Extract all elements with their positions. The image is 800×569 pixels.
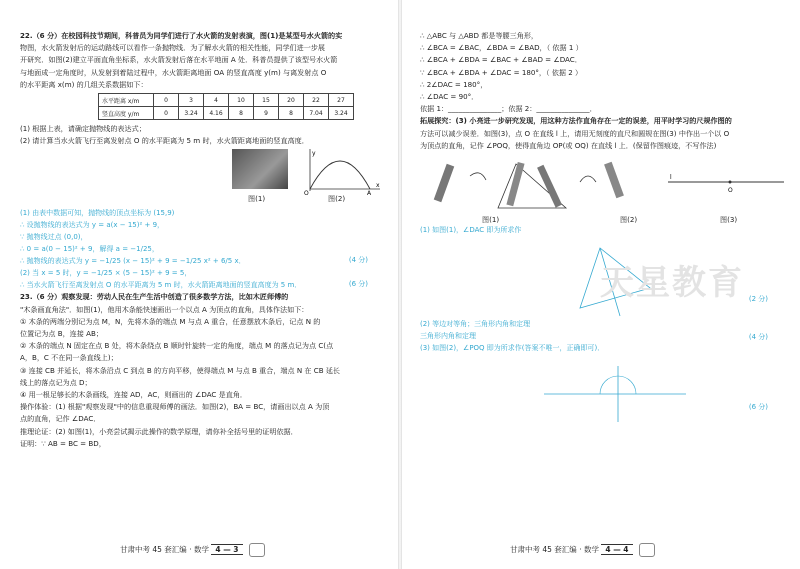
score: (6 分) — [348, 280, 368, 289]
score: (4 分) — [748, 333, 768, 342]
page-footer: 甘肃中考 45 套汇编 · 数学 4 — 4 — [510, 543, 655, 557]
q22-line: 物图，水火箭发射后的运动路线可以看作一条抛物线．为了解水火箭的相关性能，同学们进一步展 — [20, 43, 326, 53]
q23-figures — [420, 152, 786, 224]
q22-line: 开研究．如图(2)建立平面直角坐标系，水火箭发射后落在水平地面 A 处．科普员提供了该型号水火箭 — [20, 55, 338, 65]
page-number: 4 — 3 — [211, 544, 242, 555]
answer-line: ∴ 抛物线的表达式为 y = −1/25 (x − 15)² + 9 = −1/25 x² + 6/5 x． — [20, 257, 246, 266]
fig2-caption: 图(2) — [620, 215, 638, 225]
score: (2 分) — [748, 295, 768, 304]
watermark: 天星教育 — [600, 263, 744, 303]
q23-line: 操作体验：(1) 根据"观察发现"中的信息重现师傅的画法．如图(2)，BA = BC，请画出以点 A 为顶 — [20, 402, 330, 412]
answer-line: (1) 如图(1)，∠DAC 即为所求作 — [420, 226, 522, 235]
q23-line: 证明：∵ AB = BC = BD， — [20, 438, 106, 448]
q23-line: 线上的落点记为点 D； — [20, 377, 92, 387]
q23-line: A，B，C 不在同一条直线上)； — [20, 353, 118, 363]
woodstrip-figure — [420, 156, 650, 216]
q22-sub2: (2) 请计算当水火箭飞行至离发射点 O 的水平距离为 5 m 时，水火箭距离地面的竖直高度． — [20, 136, 309, 146]
fig2-caption: 图(2) — [328, 194, 346, 204]
answer-line: (1) 由表中数据可知，抛物线的顶点坐标为 (15,9) — [20, 209, 175, 218]
answer-line: ∴ 0 = a(0 − 15)² + 9，解得 a = −1/25， — [20, 245, 159, 254]
q23-line: 位置记为点 B，连接 AB； — [20, 329, 103, 339]
q22-head: 22.（6 分）在校园科技节期间，科普员为同学们进行了水火箭的发射表演，图(1)是某型号水火箭的实 — [20, 31, 343, 40]
q23-line: ① 木条的两端分别记为点 M，N，先将木条的端点 M 与点 A 重合，任意摆放木条后，记点 N 的 — [20, 316, 321, 326]
page-footer: 甘肃中考 45 套汇编 · 数学 4 — 3 — [120, 543, 265, 557]
axis-x-label: x — [376, 182, 380, 190]
parabola-figure — [302, 147, 382, 195]
score: (6 分) — [748, 403, 768, 412]
page-number: 4 — 4 — [601, 544, 632, 555]
q22-answers — [20, 207, 386, 291]
q23-line: ② 木条的端点 N 固定在点 B 处，将木条绕点 B 顺时针旋转一定的角度，端点 M 的落点记为点 C(点 — [20, 341, 334, 351]
score: (4 分) — [348, 256, 368, 265]
q22-line: 的水平距离 x(m) 的几组关系数据如下： — [20, 79, 148, 89]
ext-line: 为顶点的直角，记作 ∠POQ，使得直角边 OP(或 OQ) 在直线 l 上．(保留作图痕迹，不写作法) — [420, 140, 717, 150]
answer-line: ∴ 设抛物线的表达式为 y = a(x − 15)² + 9， — [20, 221, 165, 230]
proof-line: ∴ ∠DAC = 90°． — [420, 92, 479, 102]
answer-perpendicular-figure — [540, 364, 690, 424]
logo-icon — [249, 543, 265, 557]
data-table: 水平距离 x/m 0 3 4 10 15 20 22 27 竖直高度 y/m 0 3.24 4.16 8 9 8 7.04 3.24 — [98, 93, 354, 120]
point-a-label: A — [367, 190, 372, 196]
answer-line: (2) 等边对等角；三角形内角和定理 — [420, 320, 531, 329]
ext-line: 方法可以减少误差．如图(3)，点 O 在直线 l 上，请用无刻度的直尺和圆规在图(3) 中作出一个以 O — [420, 128, 730, 138]
fig3-caption: 图(3) — [720, 215, 738, 225]
q23-line: "木条画直角法"．如图(1)，他用木条能快速画出一个以点 A 为顶点的直角，具体作法如下： — [20, 304, 309, 314]
proof-line: ∴ △ABC 与 △ABD 都是等腰三角形， — [420, 31, 539, 40]
q22-line: 与地面成一定角度时，从发射到着陆过程中，水火箭距离地面 OA 的竖直高度 y(m) 与离发射点 O — [20, 67, 327, 77]
answer-line: (2) 当 x = 5 时，y = −1/25 × (5 − 15)² + 9 = 5， — [20, 269, 192, 278]
q23-line: 推理论证：(2) 如图(1)，小亮尝试揭示此操作的数学原理，请你补全括号里的证明依据． — [20, 426, 298, 436]
fig1-caption: 图(1) — [248, 194, 266, 204]
q22-sub1: (1) 根据上表，请确定抛物线的表达式； — [20, 124, 146, 134]
point-o-label: O — [728, 187, 733, 195]
q23-head: 23.（6 分）观察发现：劳动人民在生产生活中创造了很多数学方法，比如木匠师傅的 — [20, 292, 289, 302]
q23-line: ④ 用一根足够长的木条画线，连接 AD，AC，则画出的 ∠DAC 是直角． — [20, 390, 248, 400]
proof-line: ∴ ∠BCA + ∠BDA = ∠BAC + ∠BAD = ∠DAC． — [420, 55, 582, 65]
answer-line: (3) 如图(2)，∠POQ 即为所求作(答案不唯一，正确即可)． — [420, 344, 605, 353]
fig1-caption: 图(1) — [482, 215, 500, 225]
proof-line: 依据 1：_______________；依据 2：_______________． — [420, 104, 597, 114]
rocket-photo — [232, 149, 288, 189]
proof-line: ∴ ∠BCA = ∠BAC，∠BDA = ∠BAD，（ 依据 1 ） — [420, 43, 583, 53]
proof-line: ∴ 2∠DAC = 180°， — [420, 79, 488, 89]
q22-figures — [20, 147, 386, 207]
answer-line: ∵ 抛物线过点 (0,0)， — [20, 233, 88, 242]
logo-icon — [639, 543, 655, 557]
answer-line: ∴ 当水火箭飞行至离发射点 O 的水平距离为 5 m 时，水火箭距离地面的竖直高度为 5 m． — [20, 281, 302, 290]
point-o-label: O — [304, 190, 309, 196]
q23-line: ③ 连接 CB 并延长，将木条沿点 C 到点 B 的方向平移，使得端点 M 与点 B 重合，端点 N 在 CB 延长 — [20, 365, 341, 375]
proof-line: ∵ ∠BCA + ∠BDA + ∠DAC = 180°，（ 依据 2 ） — [420, 67, 583, 77]
line-l-figure — [660, 166, 790, 196]
axis-y-label: y — [312, 150, 316, 158]
line-l-label: l — [670, 174, 672, 182]
ext-head: 拓展探究：(3) 小亮进一步研究发现，用这种方法作直角存在一定的误差，用平时学习的尺规作图的 — [420, 116, 732, 126]
answer-line: 三角形内角和定理 — [420, 332, 476, 341]
q23-line: 点的直角，记作 ∠DAC． — [20, 414, 101, 424]
